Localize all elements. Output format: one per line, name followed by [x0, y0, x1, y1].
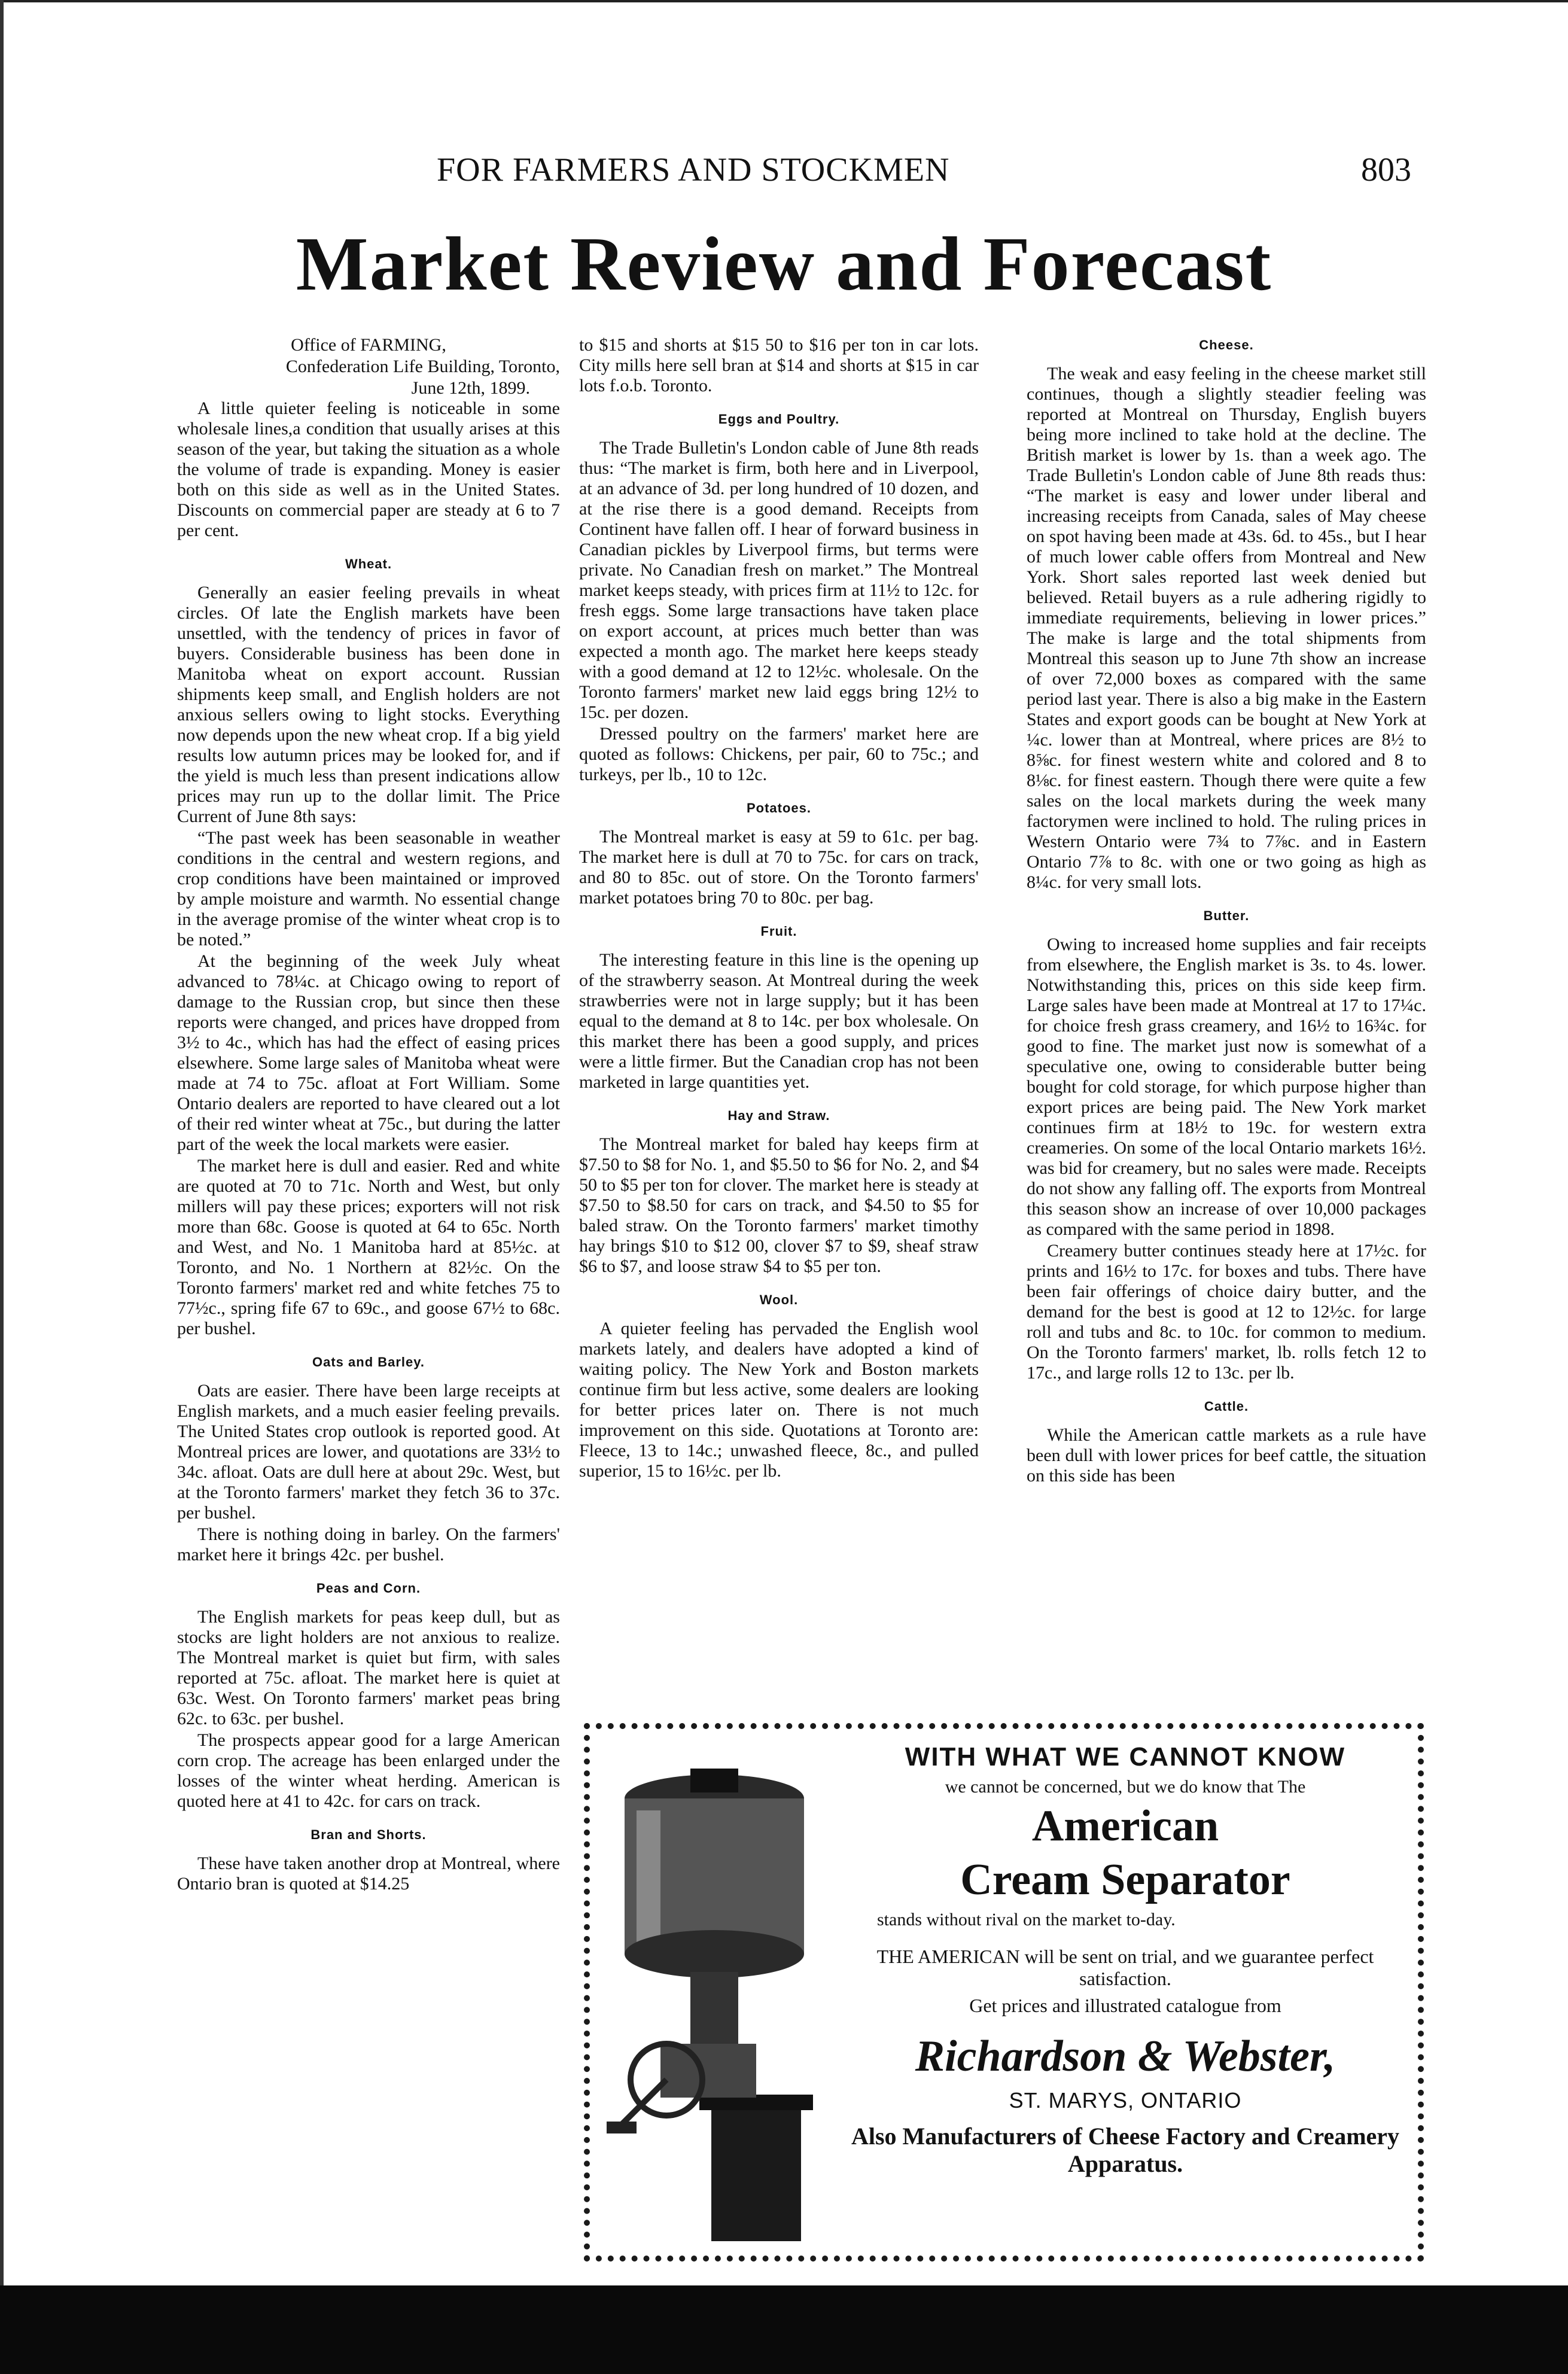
ad-brand-line-2: Cream Separator	[960, 1855, 1290, 1904]
wheat-heading: Wheat.	[345, 556, 392, 571]
scan-edge-bottom	[0, 2285, 1568, 2374]
eggs-paragraph: Dressed poultry on the farmers' market here are quoted as follows: Chickens, per pair, 60 to 75c.; and turkeys, per lb., 10 to 12c.	[579, 724, 979, 784]
wool-paragraph: A quieter feeling has pervaded the English wool markets lately, and dealers have adopted a kind of waiting policy. The New York and Boston markets continue firm but less active, some dealers are looking for better prices later on. There is not much improvement on this side. Quotations at Toronto are: Fleece, 13 to 14c.; unwashed fleece, 8c., and pulled superior, 15 to 16½c. per lb.	[579, 1319, 979, 1481]
scan-edge-top	[0, 0, 1568, 2]
dateline-office: Office of FARMING,	[291, 335, 446, 355]
cream-separator-illustration	[601, 1745, 828, 2253]
eggs-heading: Eggs and Poultry.	[718, 412, 840, 427]
cheese-heading: Cheese.	[1199, 337, 1254, 352]
cattle-paragraph: While the American cattle markets as a rule have been dull with lower prices for beef cattle, the situation on this side has been	[1027, 1425, 1426, 1486]
cheese-paragraph: The weak and easy feeling in the cheese market still continues, though a slightly steadier feeling was reported at Montreal on Thursday, English buyers being more inclined to take hold at the decline. The British market is lower by 1s. than a week ago. The Trade Bulletin's London cable of June 8th reads thus: “The market is easy and lower under liberal and increasing receipts from Canada, sales of May cheese on spot having been made at 43s. 6d. to 45s., but I hear of much lower cable offers from Montreal and New York. Short sales reported last week denied but believed. Retail buyers as a rule adhering rigidly to immediate requirements, believing in lower prices.” The make is large and the total shipments from Montreal this season up to June 7th show an increase of over 72,000 boxes as compared with the same period last year. There is also a big make in the Eastern States and export goods can be bought at New York at ¼c. lower than at Montreal, where prices are 8½ to 8⅝c. for finest western white and colored and 8 to 8⅛c. for finest eastern. Though there were quite a few sales on the local markets during the week many factorymen were inclined to hold. The ruling prices in Western Ontario were 7¾ to 7⅞c. and in Eastern Ontario 7⅞ to 8c. with one or two going as high as 8¼c. for very small lots.	[1027, 364, 1426, 892]
ad-location: ST. MARYS, ONTARIO	[1009, 2088, 1242, 2113]
oats-paragraph: Oats are easier. There have been large receipts at English markets, and a much easier feeling prevails. The United States crop outlook is reported good. At Montreal prices are lower, and quotations are 33½ to 34c. afloat. Oats are dull here at about 29c. West, but at the Toronto farmers' market they fetch 36 to 37c. per bushel.	[177, 1381, 560, 1523]
butter-paragraph: Owing to increased home supplies and fair receipts from elsewhere, the English market is 3s. to 4s. lower. Notwithstanding this, prices on this side keep firm. Large sales have been made at Montreal at 17 to 17¼c. for choice fresh grass creamery, and 16½ to 16¾c. for good to fine. The market just now is somewhat of a speculative one, owing to considerable butter being bought for cold storage, for which purpose higher than export prices are being paid. The New York market continues firm at 18½ to 19c. for western extra creameries. On some of the local Ontario markets 16½. was bid for creamery, but no sales were made. Receipts do not show any falling off. The exports from Montreal this season show an increase of over 10,000 packages as compared with the same period in 1898.	[1027, 935, 1426, 1239]
column-1	[177, 335, 560, 1894]
page-number: 803	[1361, 151, 1411, 188]
ad-firm-name: Richardson & Webster,	[915, 2032, 1336, 2081]
dateline	[177, 335, 560, 398]
cattle-heading: Cattle.	[1204, 1399, 1249, 1414]
ad-trial-offer: THE AMERICAN will be sent on trial, and we guarantee perfect satisfaction.	[876, 1946, 1374, 1989]
peas-paragraph: The English markets for peas keep dull, but as stocks are light holders are not anxious to realize. The Montreal market is quiet but firm, with sales reported at 75c. afloat. The market here is quiet at 63c. West. On Toronto farmers' market peas bring 62c. to 63c. per bushel.	[177, 1607, 560, 1728]
butter-heading: Butter.	[1203, 908, 1250, 923]
dateline-building: Confederation Life Building, Toronto,	[285, 357, 560, 376]
running-head: FOR FARMERS AND STOCKMEN	[437, 151, 950, 188]
oats-heading: Oats and Barley.	[312, 1355, 425, 1369]
column-3	[1027, 335, 1426, 1486]
bran-paragraph: These have taken another drop at Montreal, where Ontario bran is quoted at $14.25	[177, 1853, 560, 1894]
page-title: Market Review and Forecast	[296, 221, 1272, 306]
dateline-date: June 12th, 1899.	[411, 378, 530, 398]
bran-paragraph-continued: to $15 and shorts at $15 50 to $16 per ton in car lots. City mills here sell bran at $14 and shorts at $15 in car lots f.o.b. Toronto.	[579, 335, 979, 395]
ad-manufacturers-line: Also Manufacturers of Cheese Factory and Creamery Apparatus.	[851, 2123, 1400, 2177]
wheat-paragraph: “The past week has been seasonable in weather conditions in the central and western regions, and crop conditions have been maintained or improved by ample moisture and warmth. No essential change in the average promise of the winter wheat crop is to be noted.”	[177, 828, 560, 949]
ad-tagline: stands without rival on the market to-day.	[877, 1910, 1176, 1929]
wheat-paragraph: At the beginning of the week July wheat advanced to 78¼c. at Chicago owing to report of damage to the Russian crop, but since then these reports were changed, and prices have dropped from 3½ to 4c., which has had the effect of easing prices elsewhere. Some large sales of Manitoba wheat were made at 74 to 75c. afloat at Fort William. Some Ontario dealers are reported to have cleared out a lot of their red winter wheat at 75c., but during the latter part of the week the local markets were easier.	[177, 951, 560, 1154]
advertisement-copy	[841, 1742, 1409, 2178]
potatoes-heading: Potatoes.	[746, 801, 812, 815]
potatoes-paragraph: The Montreal market is easy at 59 to 61c. per bag. The market here is dull at 70 to 75c. for cars on track, and 80 to 85c. out of store. On the Toronto farmers' market potatoes bring 70 to 80c. per bag.	[579, 827, 979, 908]
scan-edge-left	[0, 0, 4, 2374]
butter-paragraph: Creamery butter continues steady here at 17½c. for prints and 16½ to 17c. for boxes and tubs. There have been fair offerings of choice dairy butter, and the demand for the best is good at 12 to 12½c. for large roll and tubs and 8c. to 10c. for common to medium. On the Toronto farmers' market, lb. rolls fetch 12 to 17c., and large rolls 12 to 13c. per lb.	[1027, 1241, 1426, 1383]
peas-paragraph: The prospects appear good for a large American corn crop. The acreage has been enlarged under the losses of the winter wheat herding. American is quoted here at 41 to 42c. for cars on track.	[177, 1730, 560, 1811]
ad-brand-line-1: American	[1031, 1801, 1219, 1850]
fruit-paragraph: The interesting feature in this line is the opening up of the strawberry season. At Montreal during the week strawberries were not in large supply; but it has been equal to the demand at 8 to 14c. per box wholesale. On this market there has been a good supply, and prices were a little firmer. But the Canadian crop has not been marketed in large quantities yet.	[579, 950, 979, 1092]
peas-heading: Peas and Corn.	[316, 1581, 421, 1596]
wool-heading: Wool.	[759, 1292, 799, 1307]
wheat-paragraph: The market here is dull and easier. Red and white are quoted at 70 to 71c. North and West, but only millers will pay these prices; exporters will not risk more than 68c. Goose is quoted at 64 to 65c. North and West, and No. 1 Manitoba hard at 85½c. at Toronto, and No. 1 Northern at 82½c. On the Toronto farmers' market red and white fetches 75 to 77½c., spring fife 67 to 69c., and goose 67½ to 68c. per bushel.	[177, 1156, 560, 1338]
oats-paragraph: There is nothing doing in barley. On the farmers' market here it brings 42c. per bushel.	[177, 1524, 560, 1565]
ad-subline: we cannot be concerned, but we do know that The	[945, 1777, 1306, 1797]
wheat-paragraph: Generally an easier feeling prevails in wheat circles. Of late the English markets have been unsettled, with the tendency of prices in favor of buyers. Considerable business has been done in Manitoba wheat on export account. Russian shipments keep small, and English holders are not anxious sellers owing to light stocks. Everything now depends upon the new wheat crop. If a big yield results low autumn prices may be looked for, and if the yield is much less than present indications allow prices may run up to the dollar limit. The Price Current of June 8th says:	[177, 583, 560, 826]
intro-paragraph: A little quieter feeling is noticeable in some wholesale lines,a condition that usually arises at this season of the year, but taking the situation as a whole the volume of trade is expanding. Money is easier both on this side as well as in the United States. Discounts on commercial paper are steady at 6 to 7 per cent.	[177, 398, 560, 540]
column-2	[579, 335, 979, 1481]
fruit-heading: Fruit.	[760, 924, 797, 939]
ad-headline: WITH WHAT WE CANNOT KNOW	[905, 1742, 1346, 1772]
ad-prices-line: Get prices and illustrated catalogue from	[969, 1995, 1281, 2016]
eggs-paragraph: The Trade Bulletin's London cable of June 8th reads thus: “The market is firm, both here and in Liverpool, at an advance of 3d. per long hundred of 10 dozen, and at the rise there is a good demand. Receipts from Continent have fallen off. I hear of forward business in Canadian pickles by Liverpool firms, but terms were private. No Canadian fresh on market.” The Montreal market keeps steady, with prices firm at 11½ to 12c. for fresh eggs. Some large transactions have taken place on export account, at prices much better than was expected a month ago. The market here keeps steady with a good demand at 12 to 12½c. wholesale. On the Toronto farmers' market new laid eggs bring 12½ to 15c. per dozen.	[579, 438, 979, 722]
separator-advertisement	[584, 1723, 1424, 2262]
hay-heading: Hay and Straw.	[727, 1108, 830, 1123]
bran-heading: Bran and Shorts.	[310, 1827, 427, 1842]
hay-paragraph: The Montreal market for baled hay keeps firm at $7.50 to $8 for No. 1, and $5.50 to $6 for No. 2, and $4 50 to $5 per ton for clover. The market here is steady at $7.50 to $8.50 for cars on track, and $4.50 to $5 for baled straw. On the Toronto farmers' market timothy hay brings $10 to $12 00, clover $7 to $9, sheaf straw $6 to $7, and loose straw $4 to $5 per ton.	[579, 1134, 979, 1276]
